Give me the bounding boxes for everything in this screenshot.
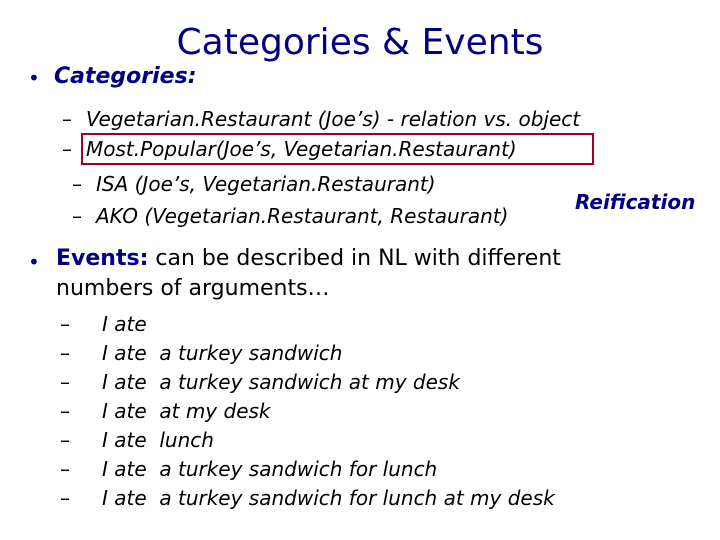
events-line-1	[56, 246, 561, 271]
dash-icon: –	[60, 399, 70, 423]
category-item-3: ISA (Joe’s, Vegetarian.Restaurant)	[96, 172, 436, 196]
category-item-4: AKO (Vegetarian.Restaurant, Restaurant)	[96, 204, 509, 228]
event-example-item: I ate a turkey sandwich for lunch at my desk	[102, 486, 555, 510]
dash-icon: –	[60, 428, 70, 452]
category-item-1: Vegetarian.Restaurant (Joe’s) - relation vs. object	[86, 107, 581, 131]
slide-title: Categories & Events	[176, 22, 544, 63]
highlight-box	[81, 133, 594, 165]
bullet-icon: •	[28, 66, 40, 90]
event-example-item: I ate at my desk	[102, 399, 271, 423]
events-line-2: numbers of arguments…	[56, 276, 330, 301]
dash-icon: –	[60, 486, 70, 510]
dash-icon: –	[72, 172, 82, 196]
dash-icon: –	[60, 341, 70, 365]
categories-heading	[54, 64, 197, 89]
event-example-item: I ate a turkey sandwich for lunch	[102, 457, 438, 481]
events-label: Events:	[56, 246, 149, 271]
category-item-2: Most.Popular(Joe’s, Vegetarian.Restaurant)	[86, 137, 517, 161]
reification-label: Reification	[575, 190, 696, 214]
event-example-item: I ate a turkey sandwich	[102, 341, 343, 365]
event-example-item: I ate a turkey sandwich at my desk	[102, 370, 460, 394]
dash-icon: –	[62, 107, 72, 131]
dash-icon: –	[60, 312, 70, 336]
categories-label: Categories:	[54, 64, 197, 89]
events-text-1: can be described in NL with different	[148, 246, 561, 271]
event-example-item: I ate	[102, 312, 147, 336]
dash-icon: –	[60, 370, 70, 394]
bullet-icon: •	[28, 250, 40, 274]
event-example-item: I ate lunch	[102, 428, 214, 452]
dash-icon: –	[72, 204, 82, 228]
dash-icon: –	[60, 457, 70, 481]
dash-icon: –	[62, 137, 72, 161]
